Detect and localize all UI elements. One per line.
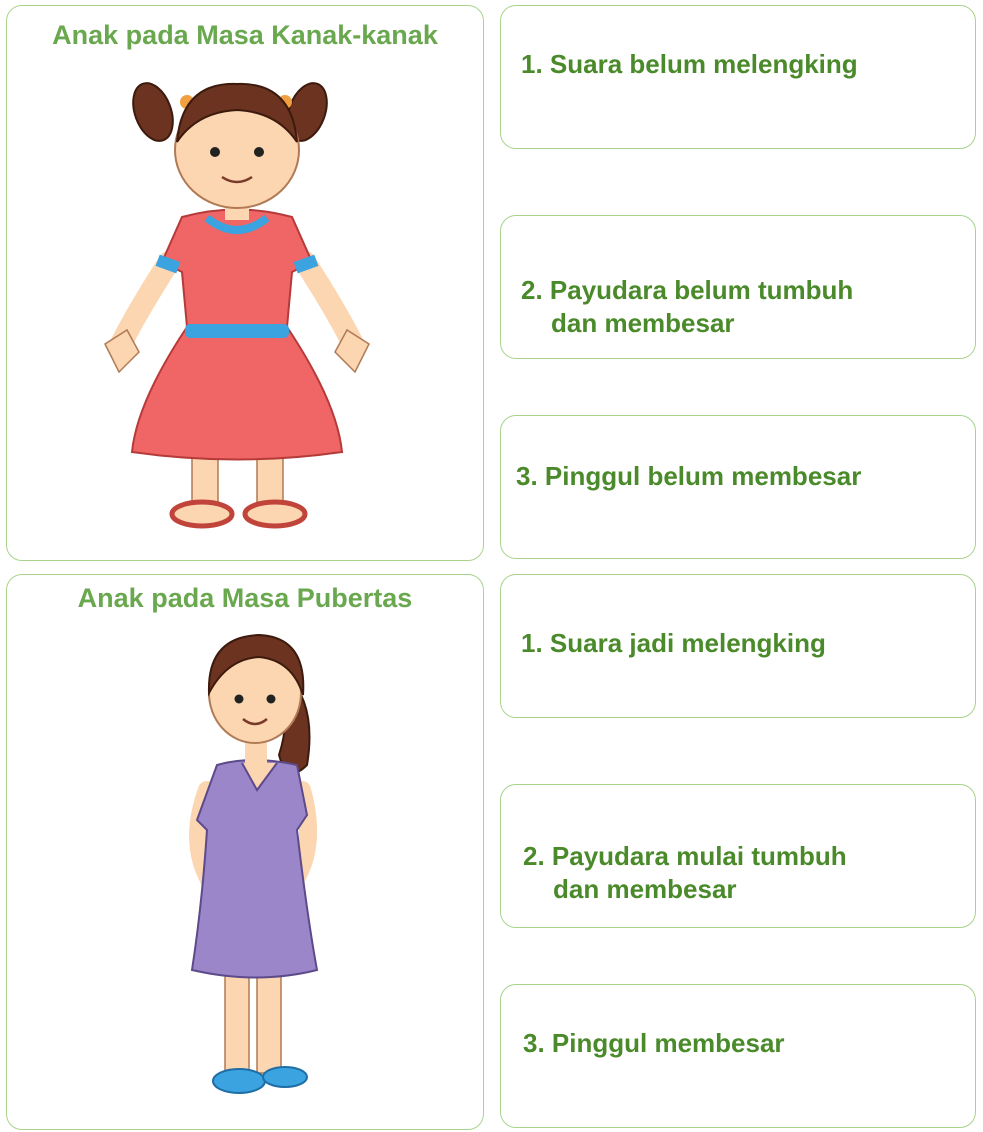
childhood-title: Anak pada Masa Kanak-kanak — [52, 20, 438, 50]
puberty-item-3-card — [500, 984, 976, 1128]
childhood-item-3-text — [516, 460, 861, 493]
puberty-item-3-line1: 3. Pinggul membesar — [523, 1028, 785, 1058]
child-girl-illustration — [97, 72, 397, 542]
childhood-item-2-line2: dan membesar — [551, 308, 735, 338]
puberty-item-2-line1: 2. Payudara mulai tumbuh — [523, 841, 847, 871]
childhood-item-1-line1: 1. Suara belum melengking — [521, 49, 858, 79]
childhood-item-3-card — [500, 415, 976, 559]
puberty-item-1-text — [521, 627, 826, 660]
puberty-item-3-text — [523, 1027, 785, 1060]
childhood-item-2-line1: 2. Payudara belum tumbuh — [521, 275, 854, 305]
childhood-item-2-card — [500, 215, 976, 359]
childhood-item-3-line1: 3. Pinggul belum membesar — [516, 461, 862, 491]
puberty-item-1-line1: 1. Suara jadi melengking — [521, 628, 826, 658]
puberty-item-1-card — [500, 574, 976, 718]
childhood-item-2-text — [521, 274, 853, 340]
puberty-title: Anak pada Masa Pubertas — [77, 583, 413, 613]
puberty-item-2-card — [500, 784, 976, 928]
teen-girl-illustration — [167, 615, 367, 1115]
childhood-item-1-card — [500, 5, 976, 149]
puberty-panel — [6, 574, 484, 1130]
puberty-item-2-text — [523, 840, 847, 906]
childhood-panel — [6, 5, 484, 561]
childhood-item-1-text — [521, 48, 858, 81]
puberty-item-2-line2: dan membesar — [553, 874, 737, 904]
